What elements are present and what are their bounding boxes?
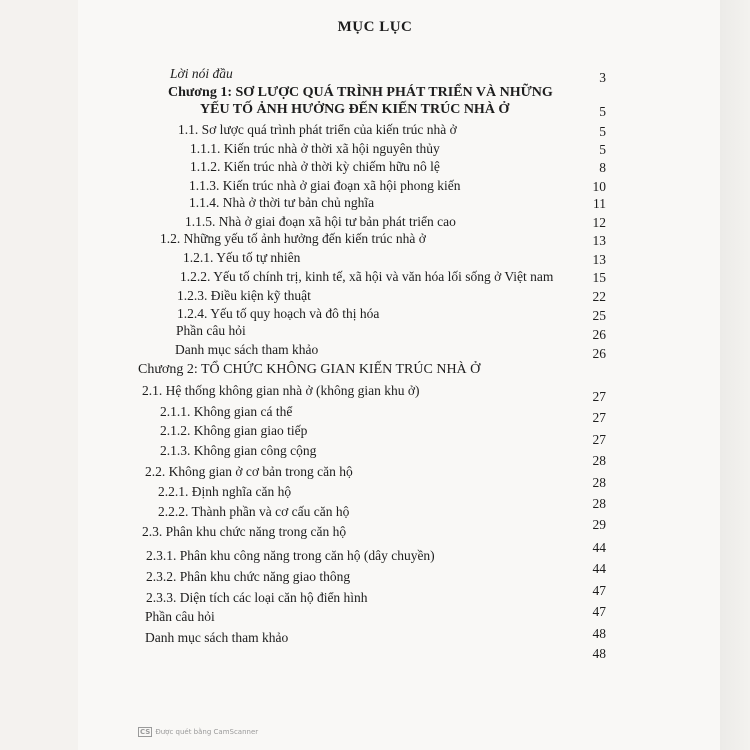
page-number: 27 xyxy=(592,389,606,404)
page-number: 48 xyxy=(592,626,606,641)
page-number: 28 xyxy=(592,453,606,468)
toc-entry: 2.3. Phân khu chức năng trong căn hộ xyxy=(142,524,347,539)
page-edge xyxy=(720,0,750,750)
page-number: 5 xyxy=(599,142,606,157)
toc-entry: 2.3.3. Diện tích các loại căn hộ điển hình xyxy=(146,590,368,605)
page-number: 12 xyxy=(592,215,606,230)
toc-entry: 2.1.2. Không gian giao tiếp xyxy=(160,423,308,438)
page-number: 27 xyxy=(592,432,606,447)
page-number: 47 xyxy=(592,583,606,598)
toc-entry: Danh mục sách tham khảo xyxy=(145,630,289,645)
page-number: 13 xyxy=(592,252,606,267)
toc-entry: 2.2.2. Thành phần và cơ cấu căn hộ xyxy=(158,504,350,519)
page-number: 22 xyxy=(592,289,606,304)
toc-entry: 1.2.4. Yếu tố quy hoạch và đô thị hóa xyxy=(177,306,380,321)
toc-entry: Chương 1: SƠ LƯỢC QUÁ TRÌNH PHÁT TRIỂN VÀ NHỮNG xyxy=(168,85,553,100)
toc-entry: 2.2.1. Định nghĩa căn hộ xyxy=(158,484,292,499)
page-number: 25 xyxy=(592,308,606,323)
toc-entry: 1.2.3. Điều kiện kỹ thuật xyxy=(177,288,311,303)
page-number: 28 xyxy=(592,496,606,511)
toc-entry: 1.1. Sơ lược quá trình phát triển của kiến trúc nhà ở xyxy=(178,122,457,137)
toc-entry: 1.2.2. Yếu tố chính trị, kinh tế, xã hội và văn hóa lối sống ở Việt nam xyxy=(180,269,554,284)
toc-entry: YẾU TỐ ẢNH HƯỞNG ĐẾN KIẾN TRÚC NHÀ Ở xyxy=(200,102,510,117)
page-number: 44 xyxy=(592,540,606,555)
toc-entry: 1.2. Những yếu tố ảnh hưởng đến kiến trúc nhà ở xyxy=(160,231,426,246)
page-number: 48 xyxy=(592,646,606,661)
page-number: 28 xyxy=(592,475,606,490)
page-number: 29 xyxy=(592,517,606,532)
toc-entry: 1.1.2. Kiến trúc nhà ở thời kỳ chiếm hữu nô lệ xyxy=(190,159,440,174)
page-number: 27 xyxy=(592,410,606,425)
toc-entry: Lời nói đầu xyxy=(170,66,233,81)
toc-entry: Chương 2: TỔ CHỨC KHÔNG GIAN KIẾN TRÚC NHÀ Ở xyxy=(138,362,481,377)
toc-entry: 2.2. Không gian ở cơ bản trong căn hộ xyxy=(145,464,353,479)
toc-entry: 1.1.5. Nhà ở giai đoạn xã hội tư bản phát triển cao xyxy=(185,214,456,229)
toc-entry: Phần câu hỏi xyxy=(176,323,246,338)
toc-entry: 2.1.1. Không gian cá thể xyxy=(160,404,293,419)
page-number: 13 xyxy=(592,233,606,248)
watermark-text: Được quét bằng CamScanner xyxy=(155,728,259,736)
page-number: 3 xyxy=(599,70,606,85)
page-number: 5 xyxy=(599,104,606,119)
toc-entry: 1.1.1. Kiến trúc nhà ở thời xã hội nguyên thủy xyxy=(190,141,440,156)
page-number: 15 xyxy=(592,270,606,285)
toc-entry: 2.1. Hệ thống không gian nhà ở (không gian khu ở) xyxy=(142,383,420,398)
page-number: 26 xyxy=(592,327,606,342)
toc-entry: 1.1.3. Kiến trúc nhà ở giai đoạn xã hội phong kiến xyxy=(189,178,461,193)
page-title: MỤC LỤC xyxy=(337,19,413,35)
page-number: 5 xyxy=(599,124,606,139)
page-number: 47 xyxy=(592,604,606,619)
page-number: 26 xyxy=(592,346,606,361)
scanner-watermark xyxy=(138,727,258,737)
toc-entry: 2.1.3. Không gian công cộng xyxy=(160,443,317,458)
toc-entry: 2.3.2. Phân khu chức năng giao thông xyxy=(146,569,351,584)
toc-entry: 1.2.1. Yếu tố tự nhiên xyxy=(183,250,301,265)
toc-entry: Phần câu hỏi xyxy=(145,609,215,624)
camscanner-logo: CS xyxy=(140,728,151,736)
toc-entry: 2.3.1. Phân khu công năng trong căn hộ (dây chuyền) xyxy=(146,548,435,563)
page-number: 8 xyxy=(599,160,606,175)
page-number: 44 xyxy=(592,561,606,576)
toc-entry: Danh mục sách tham khảo xyxy=(175,342,319,357)
toc-entry: 1.1.4. Nhà ở thời tư bản chủ nghĩa xyxy=(189,195,375,210)
page-number: 11 xyxy=(593,196,606,211)
page-number: 10 xyxy=(592,179,606,194)
